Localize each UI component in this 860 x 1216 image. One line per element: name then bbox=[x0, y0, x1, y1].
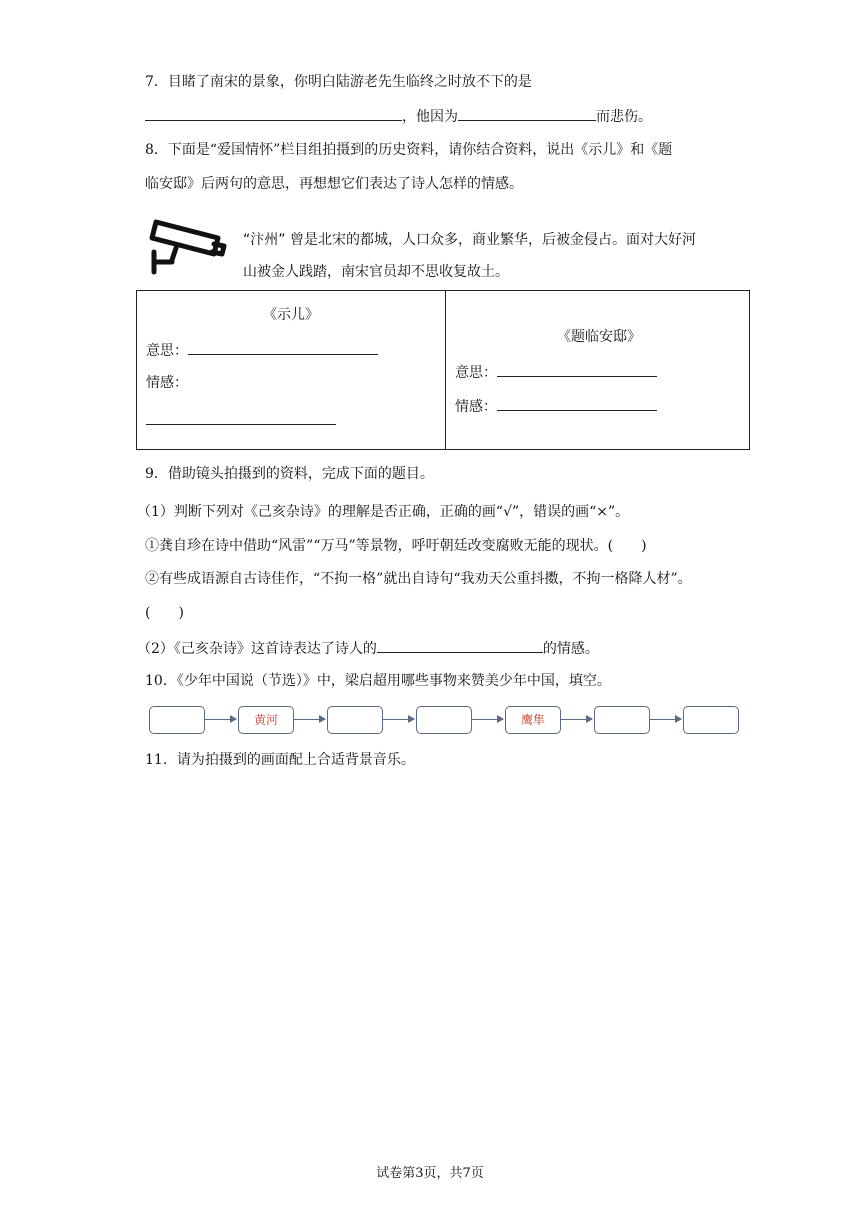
q8-answer-table bbox=[136, 290, 750, 450]
chain-box-3[interactable] bbox=[327, 706, 383, 734]
arrow-icon bbox=[472, 719, 503, 720]
q8-line1: 8．下面是“爱国情怀”栏目组拍摄到的历史资料，请你结合资料，说出《示儿》和《题 bbox=[145, 142, 673, 158]
q7-mid-text: ，他因为 bbox=[402, 109, 458, 125]
q9-sub2-end: 的情感。 bbox=[542, 641, 599, 657]
q9-sub1: （1）判断下列对《己亥杂诗》的理解是否正确，正确的画“√”，错误的画“×”。 bbox=[137, 504, 630, 520]
shier-title: 《示儿》 bbox=[263, 307, 319, 323]
arrow-icon bbox=[205, 719, 236, 720]
chain-box-6[interactable] bbox=[594, 706, 650, 734]
camera-note-line2: 山被金人践踏，南宋官员却不思收复故土。 bbox=[243, 264, 509, 280]
q7-line2 bbox=[145, 105, 652, 127]
page-footer: 试卷第3页，共7页 bbox=[376, 1166, 484, 1181]
surveillance-camera-icon bbox=[148, 208, 228, 278]
tilinanandi-title: 《题临安邸》 bbox=[557, 329, 641, 345]
q9-sub2-row bbox=[137, 637, 599, 659]
q7-line1: 7．目睹了南宋的景象，你明白陆游老先生临终之时放不下的是 bbox=[145, 74, 532, 90]
chain-box-5: 鹰隼 bbox=[505, 706, 561, 734]
chain-box-7[interactable] bbox=[683, 706, 739, 734]
chain-box-4[interactable] bbox=[416, 706, 472, 734]
shier-feeling-label: 情感： bbox=[146, 375, 188, 391]
shier-meaning-blank[interactable] bbox=[188, 339, 378, 355]
shier-cell bbox=[137, 291, 446, 450]
camera-note-line1: “汴州” 曾是北宋的都城，人口众多，商业繁华，后被金侵占。面对大好河 bbox=[243, 232, 696, 248]
tilinanandi-feeling-row bbox=[455, 395, 657, 417]
chain-box-1[interactable] bbox=[149, 706, 205, 734]
q9-sub2-start: （2）《己亥杂诗》这首诗表达了诗人的 bbox=[137, 641, 377, 657]
tilinanandi-meaning-row bbox=[455, 361, 657, 383]
shier-meaning-label: 意思： bbox=[146, 343, 188, 359]
arrow-icon bbox=[383, 719, 414, 720]
shier-feeling-blank[interactable] bbox=[146, 409, 336, 425]
tilinanandi-feeling-label: 情感： bbox=[455, 399, 497, 415]
q8-line2: 临安邸》后两句的意思，再想想它们表达了诗人怎样的情感。 bbox=[145, 176, 523, 192]
shier-feeling-row bbox=[146, 409, 336, 431]
q10-chain bbox=[149, 706, 741, 736]
q7-end-text: 而悲伤。 bbox=[596, 109, 652, 125]
arrow-icon bbox=[650, 719, 681, 720]
q9-sub2-blank[interactable] bbox=[377, 637, 543, 653]
q11-title: 11．请为拍摄到的画面配上合适背景音乐。 bbox=[145, 752, 415, 768]
tilinanandi-feeling-blank[interactable] bbox=[497, 395, 657, 411]
q9-item2-paren[interactable]: ( ) bbox=[145, 605, 184, 621]
q7-blank-1[interactable] bbox=[145, 105, 402, 121]
tilinanandi-meaning-label: 意思： bbox=[455, 365, 497, 381]
tilinanandi-meaning-blank[interactable] bbox=[497, 361, 657, 377]
q9-item1: ①龚自珍在诗中借助“风雷”“万马”等景物，呼吁朝廷改变腐败无能的现状。( ) bbox=[145, 538, 647, 554]
tilinanandi-cell bbox=[446, 291, 750, 450]
shier-meaning-row bbox=[146, 339, 378, 361]
arrow-icon bbox=[561, 719, 592, 720]
q9-title: 9．借助镜头拍摄到的资料，完成下面的题目。 bbox=[145, 466, 434, 482]
q9-item2: ②有些成语源自古诗佳作，“不拘一格”就出自诗句“我劝天公重抖擞，不拘一格降人材”。 bbox=[145, 571, 692, 587]
arrow-icon bbox=[294, 719, 325, 720]
chain-box-2: 黄河 bbox=[238, 706, 294, 734]
q7-blank-2[interactable] bbox=[458, 105, 596, 121]
q10-title: 10．《少年中国说（节选）》中，梁启超用哪些事物来赞美少年中国，填空。 bbox=[145, 673, 611, 689]
